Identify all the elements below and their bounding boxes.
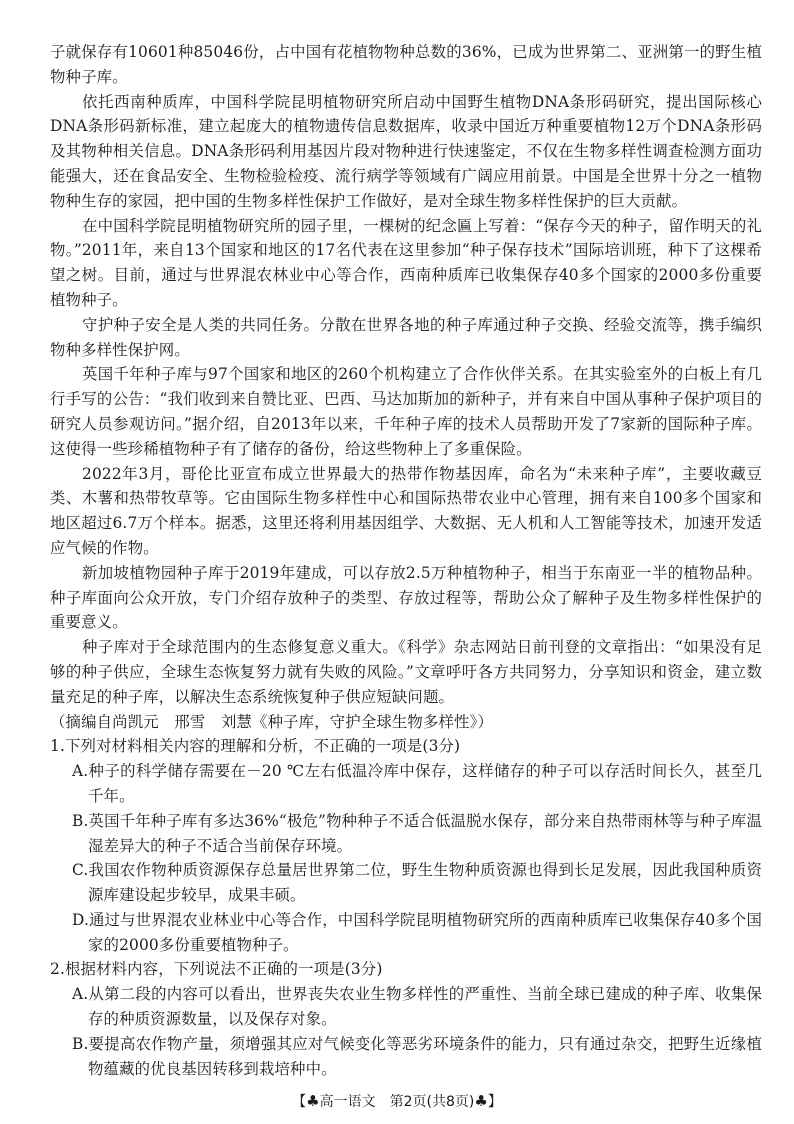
question-1-option-a: A.种子的科学储存需要在－20 ℃左右低温冷库中保存，这样储存的种子可以存活时间长久，甚至几千年。 (72, 762, 762, 805)
question-1-option-b: B.英国千年种子库有多达36%“极危”物种种子不适合低温脱水保存，部分来自热带雨林等与种子库温湿差异大的种子不适合当前保存环境。 (72, 811, 762, 855)
question-2-stem: 2.根据材料内容，下列说法不正确的一项是(3分) (50, 960, 383, 979)
question-2-option-b: B.要提高农作物产量，须增强其应对气候变化等恶劣环境条件的能力，只有通过杂交，把野生近缘植物蕴藏的优良基因转移到栽培种中。 (72, 1034, 762, 1078)
question-2-option-a: A.从第二段的内容可以看出，世界丧失农业生物多样性的严重性、当前全球已建成的种子库、收集保存的种质资源数量，以及保存对象。 (72, 985, 762, 1029)
paragraph-memorial-tree: 在中国科学院昆明植物研究所的园子里，一棵树的纪念匾上写着：“保存今天的种子，留作明天的礼物。”2011年，来自13个国家和地区的17名代表在这里参加“种子保存技术”国际培训班，种下了这棵希望之树。目前，通过与世界混农林业中心等合作，西南种质库已收集保存40多个国家的2000多份重要植物种子。 (50, 216, 762, 309)
question-1-stem: 1.下列对材料相关内容的理解和分析，不正确的一项是(3分) (50, 737, 461, 756)
footer-page-info: 高一语文 第2页(共8页) (319, 1094, 475, 1110)
club-icon: ♣ (474, 1092, 488, 1110)
paragraph-common-task: 守护种子安全是人类的共同任务。分散在世界各地的种子库通过种子交换、经验交流等，携手编织物种多样性保护网。 (50, 315, 762, 359)
page-body (50, 40, 762, 1081)
footer-bracket-close: 】 (487, 1094, 502, 1110)
paragraph-continuation: 子就保存有10601种85046份，占中国有花植物物种总数的36%，已成为世界第二、亚洲第一的野生植物种子库。 (50, 43, 762, 86)
page-footer (0, 1091, 794, 1111)
paragraph-future-seed-bank: 2022年3月，哥伦比亚宣布成立世界最大的热带作物基因库，命名为“未来种子库”，主要收藏豆类、木薯和热带牧草等。它由国际生物多样性中心和国际热带农业中心管理，拥有来自100多个国家和地区超过6.7万个样本。据悉，这里还将利用基因组学、大数据、无人机和人工智能等技术，加速开发适应气候的作物。 (50, 464, 762, 557)
question-1-option-c: C.我国农作物种质资源保存总量居世界第二位，野生生物种质资源也得到长足发展，因此我国种质资源库建设起步较早，成果丰硕。 (72, 861, 762, 905)
question-1-option-d: D.通过与世界混农业林业中心等合作，中国科学院昆明植物研究所的西南种质库已收集保存40多个国家的2000多份重要植物种子。 (72, 910, 762, 954)
paragraph-millennium-seed-bank: 英国千年种子库与97个国家和地区的260个机构建立了合作伙伴关系。在其实验室外的白板上有几行手写的公告：“我们收到来自赞比亚、巴西、马达加斯加的新种子，并有来自中国从事种子保护项目的研究人员参观访问。”据介绍，自2013年以来，千年种子库的技术人员帮助开发了7家新的国际种子库。这使得一些珍稀植物种子有了储存的备份，给这些物种上了多重保险。 (50, 365, 762, 458)
footer-bracket-open: 【 (292, 1094, 307, 1110)
paragraph-ecological-restoration: 种子库对于全球范围内的生态修复意义重大。《科学》杂志网站日前刊登的文章指出：“如果没有足够的种子供应，全球生态恢复努力就有失败的风险。”文章呼吁各方共同努力，分享知识和资金，建立数量充足的种子库，以解决生态系统恢复种子供应短缺问题。 (50, 638, 762, 706)
club-icon: ♣ (306, 1092, 320, 1110)
paragraph-singapore-seed-bank: 新加坡植物园种子库于2019年建成，可以存放2.5万种植物种子，相当于东南亚一半的植物品种。种子库面向公众开放，专门介绍存放种子的类型、存放过程等，帮助公众了解种子及生物多样性保护的重要意义。 (50, 563, 762, 632)
passage-source: （摘编自尚凯元 邢雪 刘慧《种子库，守护全球生物多样性》） (50, 712, 493, 731)
paragraph-dna-barcode: 依托西南种质库，中国科学院昆明植物研究所启动中国野生植物DNA条形码研究，提出国际核心DNA条形码新标准，建立起庞大的植物遗传信息数据库，收录中国近万种重要植物12万个DNA条形码及其物种相关信息。DNA条形码利用基因片段对物种进行快速鉴定，不仅在生物多样性调查检测方面功能强大，还在食品安全、生物检验检疫、流行病学等领域有广阔应用前景。中国是全世界十分之一植物物种生存的家园，把中国的生物多样性保护工作做好，是对全球生物多样性保护的巨大贡献。 (50, 92, 762, 210)
